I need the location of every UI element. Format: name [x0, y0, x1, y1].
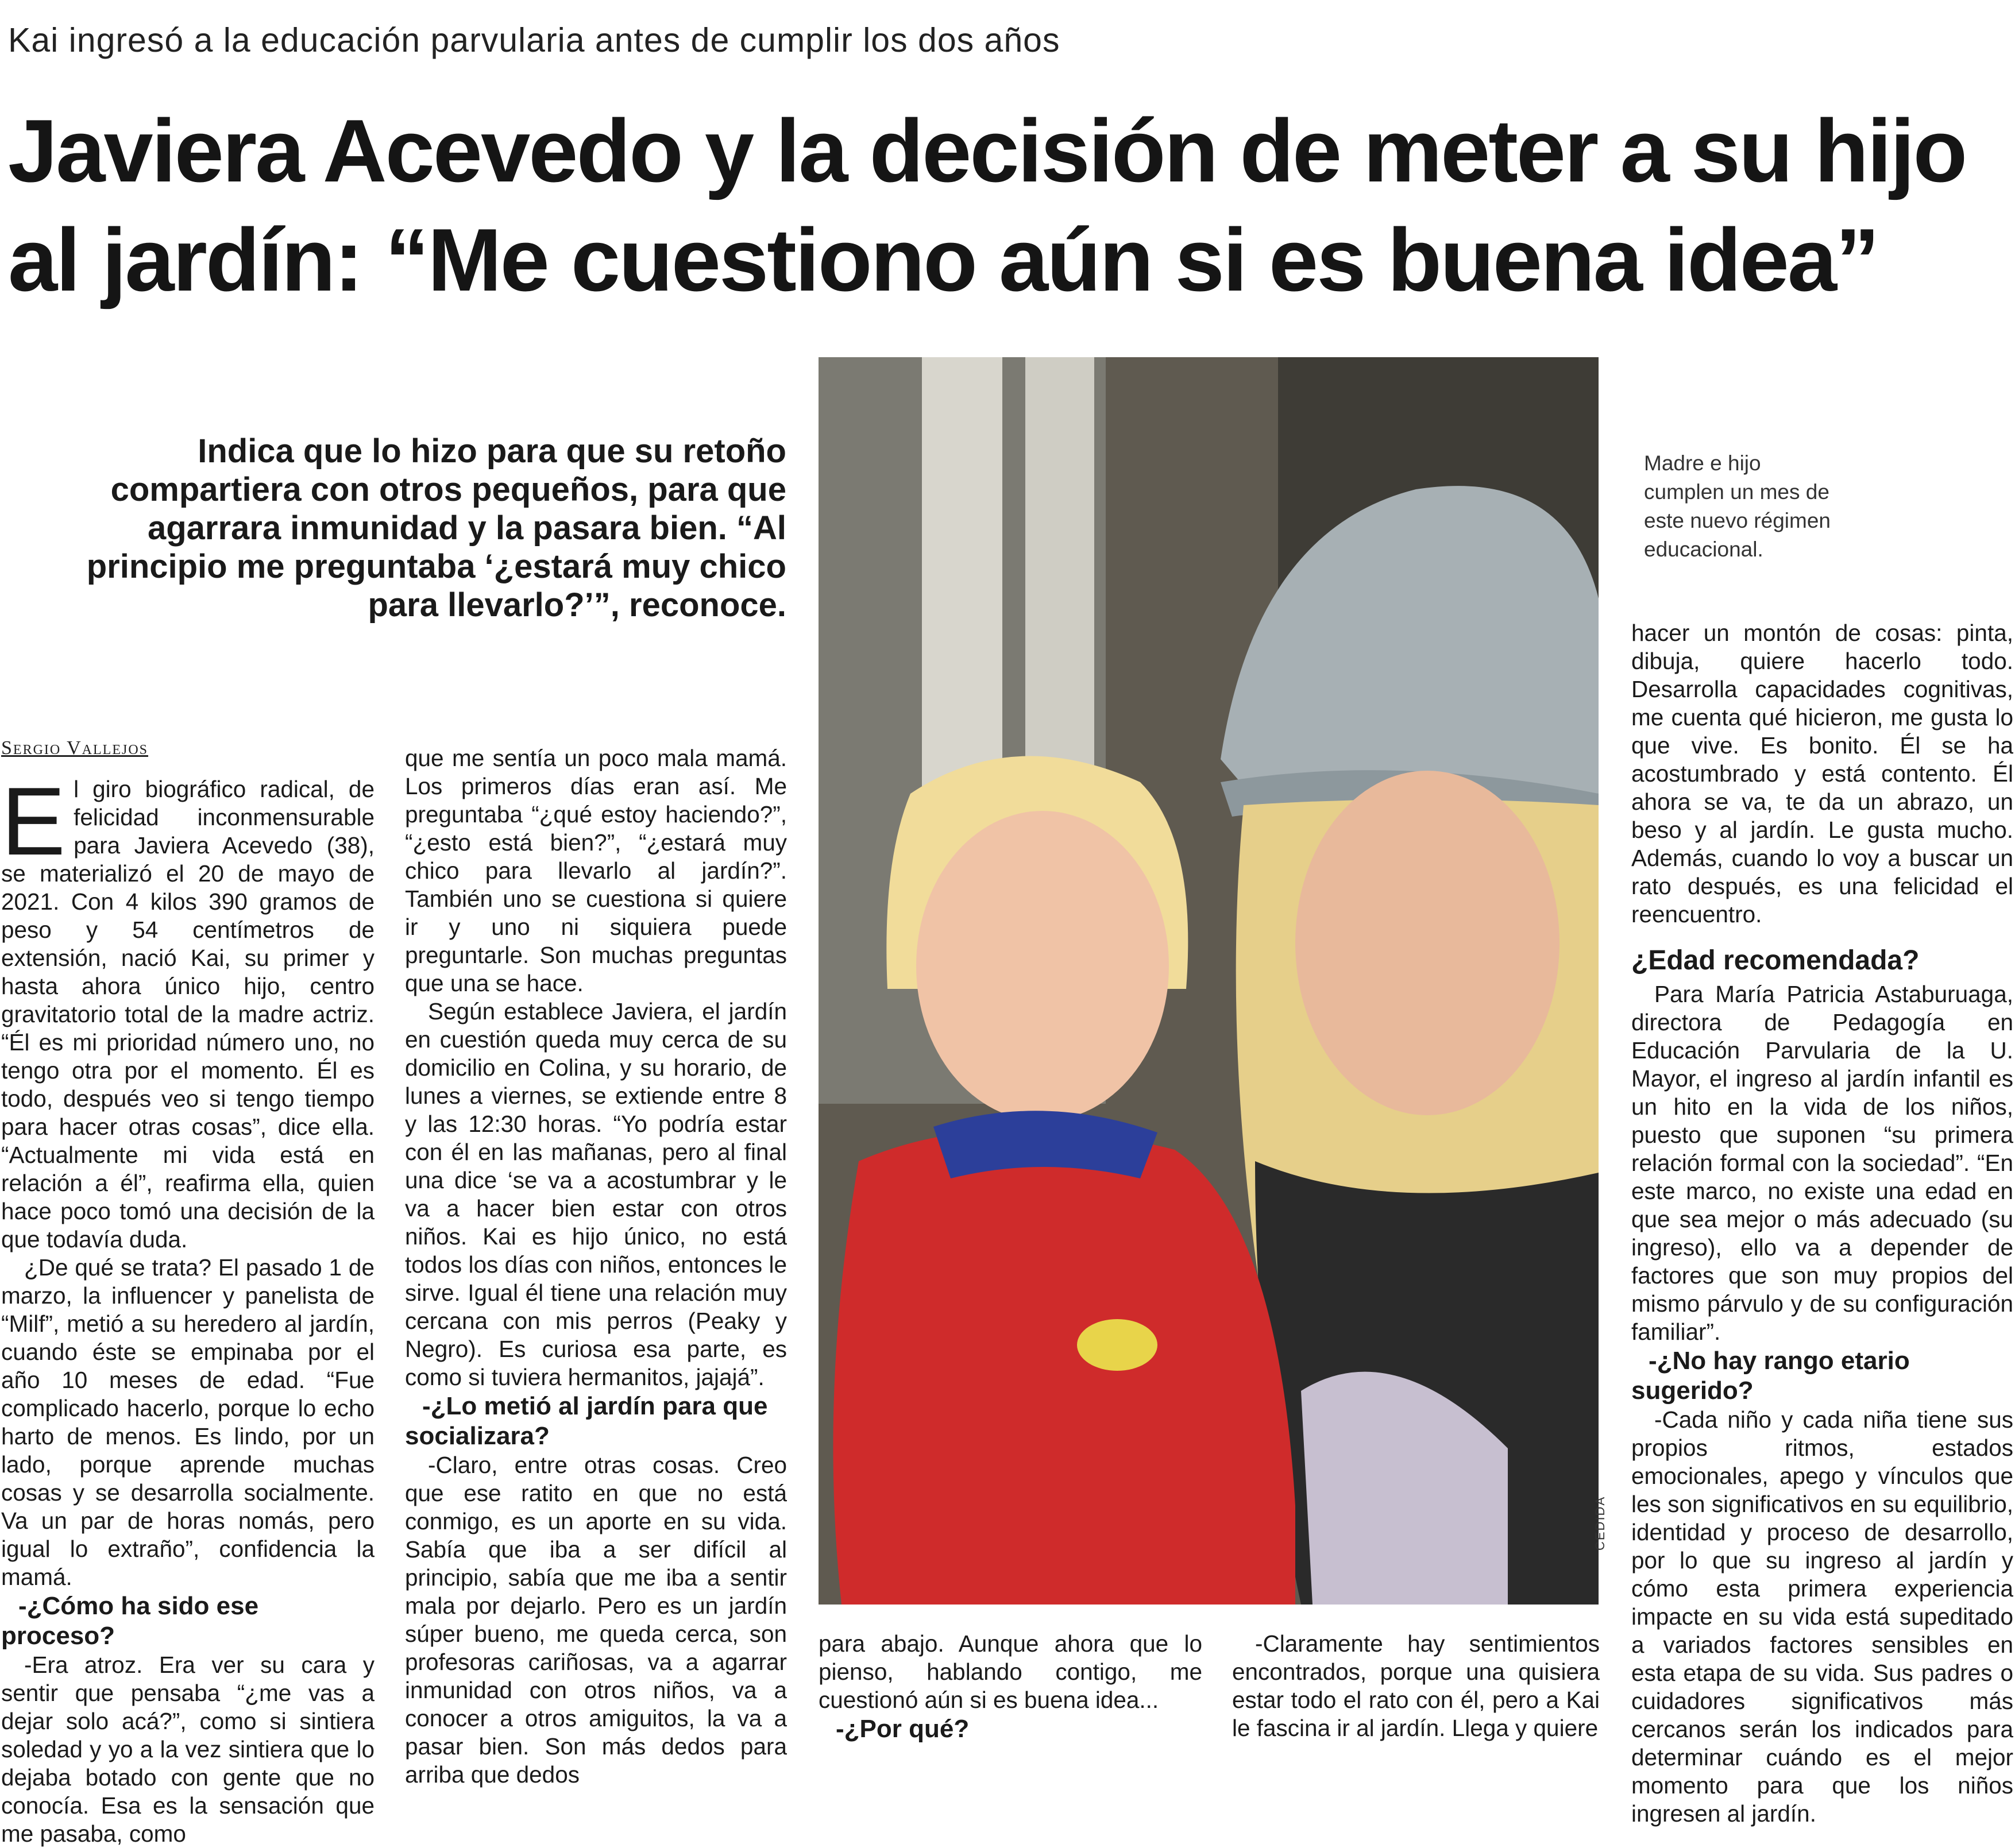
article-paragraph: hacer un montón de cosas: pinta, dibuja, quiere hacerlo todo. Desarrolla capacidades cognitivas, me cuenta qué hicieron, me gusta lo que vive. Es bonito. Él se ha acostumbrado y está contento. Él ahora se va, te da un abrazo, un beso y al jardín. Le gusta mucho. Además, cuando lo voy a buscar un rato después, es una felicidad el reencuentro. [1631, 620, 2013, 927]
article-paragraph: Para María Patricia Astaburuaga, directora de Pedagogía en Educación Parvularia de la U. Mayor, el ingreso al jardín infantil es un hito en la vida de los niños, puesto que suponen “su primera relación formal con la sociedad”. “En este marco, no existe una edad en que sea mejor o más adecuado (su ingreso), ello va a depender de factores que son muy propios del mismo párvulo y de su configuración familiar”. [1631, 981, 2013, 1345]
article-column-1 [1, 767, 375, 1848]
headline [8, 96, 2007, 315]
byline: Sergio Vallejos [1, 737, 149, 759]
article-column-4 [1232, 1630, 1600, 1742]
article-paragraph: -Claro, entre otras cosas. Creo que ese ratito en que no está conmigo, es un aporte en su vida. Sabía que iba a ser difícil al principio, sabía que me iba a sentir mala por dejarlo. Pero es un jardín súper bueno, me queda cerca, son profesoras cariñosas, va a agarrar inmunidad con otros niños, va a conocer a otros amiguitos, la va a pasar bien. Son más dedos para arriba que dedos [405, 1452, 787, 1788]
article-column-2 [405, 744, 787, 1789]
article-paragraph: -Claramente hay sentimientos encontrados, porque una quisiera estar todo el rato con él, pero a Kai le fascina ir al jardín. Llega y quiere [1232, 1630, 1600, 1741]
deck: Indica que lo hizo para que su retoño compartiera con otros pequeños, para que agarrara inmunidad y la pasara bien. “Al principio me preguntaba ‘¿estará muy chico para llevarlo?’”, reconoce. [86, 432, 786, 624]
drop-cap: E [1, 767, 66, 875]
article-paragraph: -Era atroz. Era ver su cara y sentir que pensaba “¿me vas a dejar solo acá?”, como si sintiera soledad y yo a la vez sintiera que lo dejaba botado con gente que no conocía. Esa es la sensación que me pasaba, como [1, 1652, 375, 1847]
photo-caption: Madre e hijo cumplen un mes de este nuevo régimen educacional. [1644, 451, 1831, 561]
article-paragraph: Según establece Javiera, el jardín en cuestión queda muy cerca de su domicilio en Colina, y su horario, de lunes a viernes, se extiende entre 8 y las 12:30 horas. “Yo podría estar con él en las mañanas, pero al final una dice ‘se va a acostumbrar y le va a hacer bien estar con otros niños. Kai es hijo único, no está todos los días con niños, entonces le sirve. Igual él tiene una relación muy cercana con mis perros (Peaky y Negro). Es curiosa esa parte, es como si tuviera hermanitos, jajajá”. [405, 998, 787, 1390]
interview-question: -¿No hay rango etario sugerido? [1631, 1347, 1910, 1405]
headline-line-2: al jardín: “Me cuestiono aún si es buena idea” [8, 210, 1878, 310]
article-column-3 [819, 1630, 1202, 1744]
kicker: Kai ingresó a la educación parvularia antes de cumplir los dos años [8, 21, 1060, 59]
article-paragraph: para abajo. Aunque ahora que lo pienso, hablando contigo, me cuestionó aún si es buena idea... [819, 1630, 1202, 1713]
article-paragraph: -Cada niño y cada niña tiene sus propios ritmos, estados emocionales, apego y vínculos que les son significativos en su equilibrio, identidad y proceso de desarrollo, por lo que su ingreso al jardín y cómo esta primera experiencia impacte en su vida está supeditado a variados factores sensibles en esta etapa de su vida. Sus padres o cuidadores significativos más cercanos serán los indicados para determinar cuándo es el mejor momento para que los niños ingresen al jardín. [1631, 1406, 2013, 1827]
interview-question: -¿Cómo ha sido ese proceso? [1, 1592, 259, 1650]
interview-question: -¿Lo metió al jardín para que socializara? [405, 1392, 768, 1450]
photo-mother-and-son [819, 357, 1599, 1605]
interview-question: -¿Por qué? [836, 1715, 970, 1743]
article-column-5 [1631, 619, 2013, 1828]
lead-text: l giro biográfico radical, de felicidad inconmensurable para Javiera Acevedo (38), se materializó el 20 de mayo de 2021. Con 4 kilos 390 gramos de peso y 54 centímetros de extensión, nació Kai, su primer y hasta ahora único hijo, centro gravitatorio total de la madre actriz. “Él es mi prioridad número uno, no tengo otra por el momento. Él es todo, después veo si tengo tiempo para hacer otras cosas”, dice ella. “Actualmente mi vida está en relación a él”, reafirma ella, quien hace poco tomó una decisión de la que todavía duda. [1, 776, 375, 1252]
photo-credit: CEDIDA [1593, 1495, 1607, 1551]
headline-line-1: Javiera Acevedo y la decisión de meter a su hijo [8, 101, 1966, 200]
article-paragraph: ¿De qué se trata? El pasado 1 de marzo, la influencer y panelista de “Milf”, metió a su heredero al jardín, cuando éste se empinaba por el año 10 meses de edad. “Fue complicado hacerlo, porque lo echo harto de menos. Es lindo, por un lado, porque aprende muchas cosas y se desarrolla socialmente. Va un par de horas nomás, pero igual lo extraño”, confidencia la mamá. [1, 1254, 375, 1590]
article-paragraph: que me sentía un poco mala mamá. Los primeros días eran así. Me preguntaba “¿qué estoy haciendo?”, “¿esto está bien?”, “¿estará muy chico para llevarlo al jardín?”. También uno se cuestiona si quiere ir y uno ni siquiera puede preguntarle. Son muchas preguntas que una se hace. [405, 745, 787, 996]
subheading: ¿Edad recomendada? [1631, 945, 1920, 976]
article-paragraph [1, 767, 375, 1254]
